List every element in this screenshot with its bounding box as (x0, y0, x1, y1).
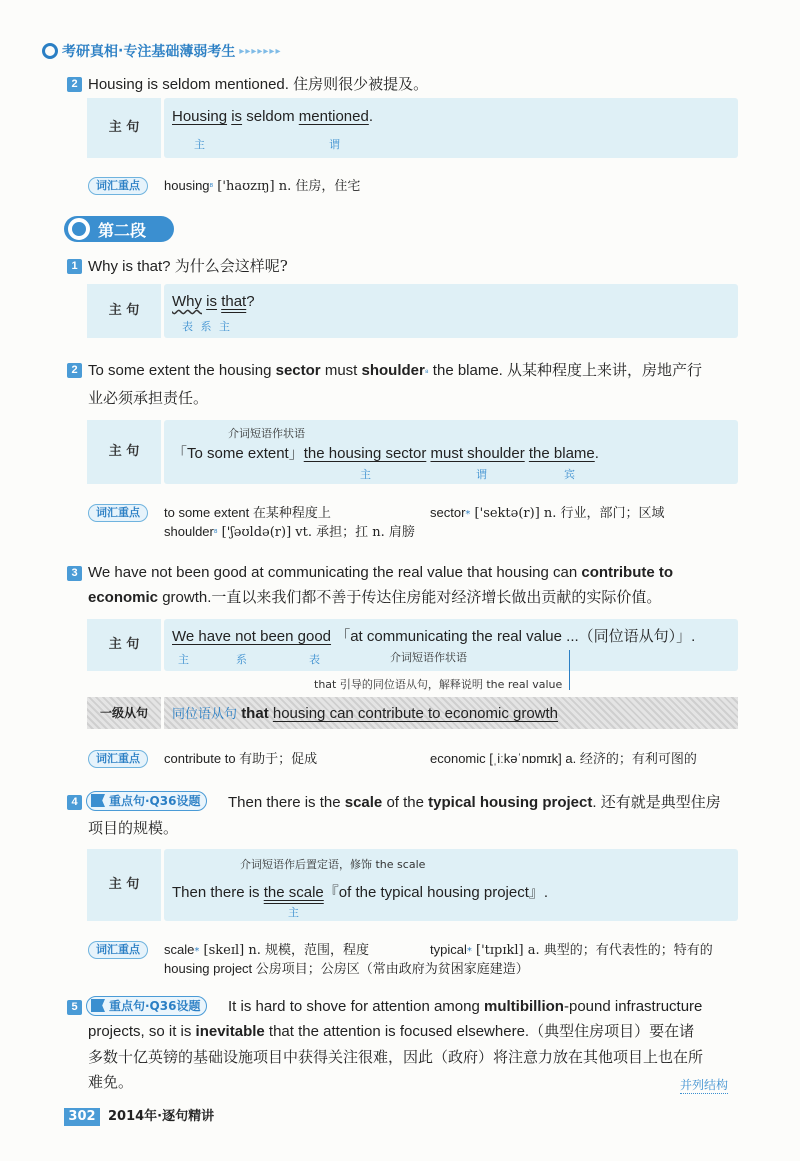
flag-icon (91, 794, 105, 807)
analysis-box: 介词短语作状语 「To some extent」the housing sector must shoulder the blame. 主 谓 宾 (164, 420, 738, 484)
sentence-line: Why is that? 为什么会这样呢? (88, 257, 288, 275)
sentence-line: It is hard to shove for attention among multibillion-pound infrastructure (228, 998, 703, 1015)
analysis-box: We have not been good 「at communicating the real value ...（同位语从句）」. 主 系 表 介词短语作状语 (164, 619, 738, 671)
footer-title: 2014年·逐句精讲 (108, 1109, 215, 1124)
arrow-line (569, 650, 570, 690)
key-sentence-tag: 重点句·Q36设题 (86, 791, 207, 811)
header: 考研真相 · 专注基础薄弱考生 ▸▸▸▸▸▸▸ (42, 41, 281, 61)
sentence-line: To some extent the housing sector must shoulder⁸ the blame. 从某种程度上来讲，房地产行 (88, 361, 703, 379)
analysis-box: Why is that? 表 系 主 (164, 284, 738, 338)
vocab-line: housing⁸ ['haʊzɪŋ] n. 住房，住宅 (164, 178, 361, 194)
search-logo-icon (42, 43, 58, 59)
vocab-tag: 词汇重点 (88, 177, 148, 195)
sentence-line: Then there is the scale of the typical housing project. 还有就是典型住房 (228, 793, 721, 811)
header-brand: 考研真相 (62, 44, 118, 60)
key-sentence-tag: 重点句·Q36设题 (86, 996, 207, 1016)
sentence-line: We have not been good at communicating the real value that housing can contribute to (88, 564, 674, 581)
analysis-box: 介词短语作后置定语，修饰 the scale Then there is the scale『of the typical housing project』. 主 (164, 849, 738, 921)
page-number: 302 (64, 1108, 100, 1126)
header-tagline: 专注基础薄弱考生 (123, 44, 236, 60)
header-arrows: ▸▸▸▸▸▸▸ (239, 45, 282, 57)
main-clause-label: 主 句 (87, 98, 161, 158)
subject: Housing (172, 108, 228, 125)
search-icon (68, 218, 90, 240)
sentence-line: Housing is seldom mentioned. 住房则很少被提及。 (88, 75, 429, 93)
flag-icon (91, 999, 105, 1012)
analysis-box: Housing is seldom mentioned. 主 谓 (164, 98, 738, 158)
sentence-number: 2 (67, 77, 82, 92)
paragraph-title: 第二段 (64, 216, 174, 242)
